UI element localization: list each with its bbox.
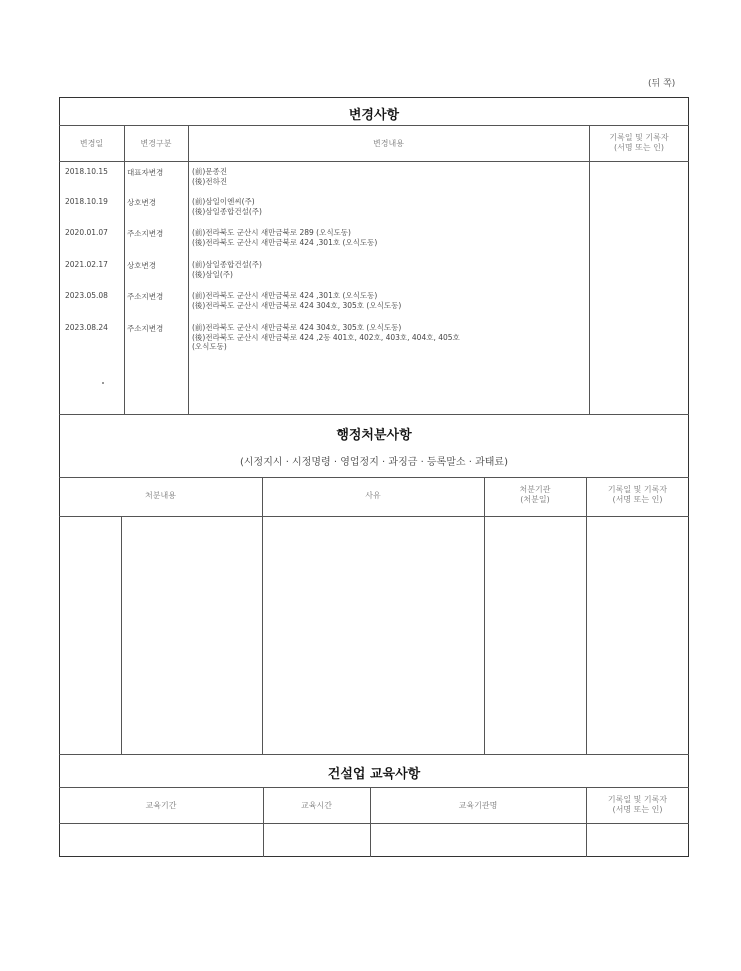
change-type: 주소지변경 (127, 229, 164, 238)
stray-mark (102, 382, 104, 384)
change-type: 상호변경 (127, 261, 156, 270)
header-admin-content: 처분내용 (145, 491, 176, 500)
change-content (192, 291, 401, 310)
change-line: (오식도동) (192, 342, 227, 351)
change-type: 대표자변경 (127, 168, 164, 177)
divider (59, 414, 689, 415)
education-section-title: 건설업 교육사항 (327, 767, 421, 782)
divider (59, 516, 689, 517)
divider (59, 477, 689, 478)
header-change-recorder (589, 133, 689, 153)
change-line: (後)전라북도 군산시 새만금북로 424 ,301호 (오식도동) (192, 237, 378, 247)
header-change-type: 변경구분 (140, 139, 172, 148)
change-line: (前)삼일이엔씨(주) (192, 197, 255, 206)
header-recorder-line2: (서명 또는 인) (614, 143, 664, 152)
change-line: (前)전라북도 군산시 새만금북로 424 ,301호 (오식도동) (192, 291, 378, 300)
header-recorder-line1: 기록일 및 기록자 (607, 485, 668, 494)
divider (589, 125, 590, 414)
change-line: (後)삼일(주) (192, 269, 233, 279)
change-line: (後)전라북도 군산시 새만금북로 424 ,2동 401호, 402호, 403호, 404호, 405호 (192, 332, 460, 342)
admin-section-title: 행정처분사항 (336, 428, 412, 443)
change-type: 주소지변경 (127, 292, 164, 301)
change-line: (前)삼일종합건설(주) (192, 260, 262, 269)
header-edu-hours: 교육시간 (301, 801, 332, 810)
change-content (192, 260, 262, 279)
page-side-label: (뒤 쪽) (648, 79, 676, 89)
header-agency-line1: 처분기관 (519, 485, 551, 494)
header-recorder-line2: (서명 또는 인) (612, 495, 663, 504)
divider (124, 125, 125, 414)
divider (586, 477, 587, 754)
divider (484, 477, 485, 754)
header-agency-line2: (처분일) (520, 495, 550, 504)
header-change-date: 변경일 (79, 139, 104, 148)
divider (370, 787, 371, 857)
header-recorder-line1: 기록일 및 기록자 (607, 795, 668, 804)
header-admin-recorder (586, 485, 689, 505)
divider (263, 787, 264, 857)
header-edu-recorder (586, 795, 689, 815)
change-date: 2018.10.19 (65, 197, 108, 206)
divider (188, 125, 189, 414)
header-admin-agency (484, 485, 586, 505)
change-line: (後)전라북도 군산시 새만금북로 424 304호, 305호 (오식도동) (192, 300, 402, 310)
change-line: (後)전하진 (192, 176, 228, 186)
change-date: 2023.08.24 (65, 323, 108, 332)
header-admin-reason: 사유 (365, 491, 381, 500)
header-recorder-line1: 기록일 및 기록자 (609, 133, 669, 142)
admin-section-subtitle: (시정지시 · 시정명령 · 영업정지 · 과징금 · 등록말소 · 과태료) (239, 457, 508, 468)
changes-section-title: 변경사항 (348, 108, 400, 123)
change-content (192, 167, 227, 186)
header-edu-period: 교육기간 (145, 801, 177, 810)
divider (121, 516, 122, 754)
divider (59, 754, 689, 755)
change-date: 2021.02.17 (65, 260, 108, 269)
change-content (192, 228, 377, 247)
change-type: 주소지변경 (127, 324, 164, 333)
divider (59, 787, 689, 788)
change-line: (前)전라북도 군산시 새만금북로 289 (오식도동) (192, 228, 351, 237)
change-line: (後)삼일종합건설(주) (192, 206, 262, 216)
divider (262, 477, 263, 754)
header-edu-institution: 교육기관명 (458, 801, 498, 810)
change-date: 2018.10.15 (65, 167, 108, 176)
header-change-content: 변경내용 (373, 139, 404, 148)
change-date: 2023.05.08 (65, 291, 108, 300)
change-line: (前)문종진 (192, 167, 228, 176)
change-content (192, 197, 262, 216)
divider (59, 823, 689, 824)
divider (59, 161, 689, 162)
change-line: (前)전라북도 군산시 새만금북로 424 304호, 305호 (오식도동) (192, 323, 402, 332)
change-date: 2020.01.07 (65, 228, 108, 237)
change-type: 상호변경 (127, 198, 156, 207)
divider (59, 125, 689, 126)
header-recorder-line2: (서명 또는 인) (612, 805, 663, 814)
change-content (192, 323, 460, 352)
